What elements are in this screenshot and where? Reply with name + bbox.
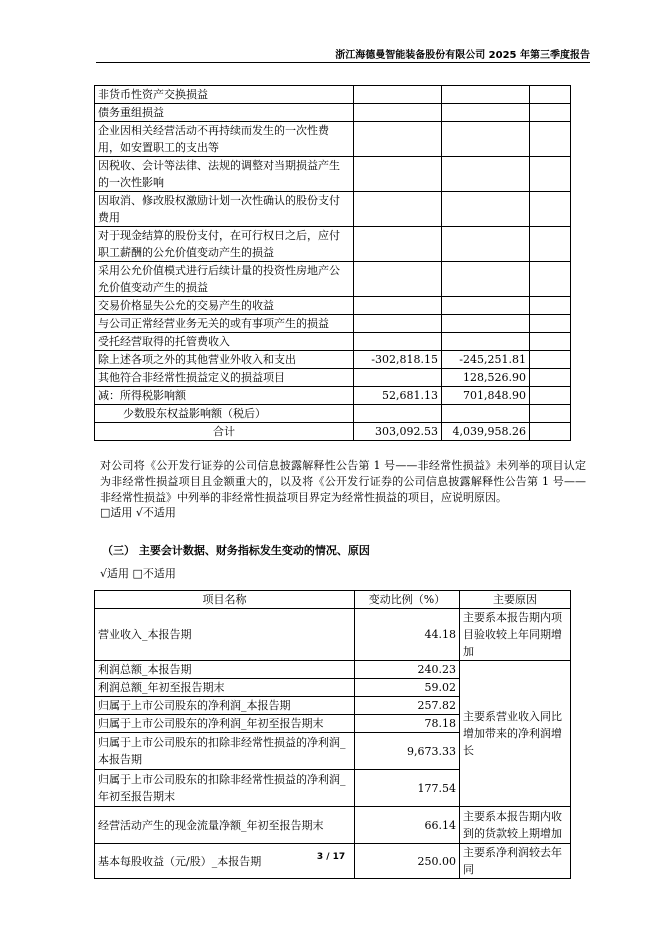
row-value-current-period: [354, 192, 442, 227]
row-value-year-to-date: [442, 315, 530, 333]
change-analysis-table: [94, 590, 571, 879]
page-number: 3 / 17: [316, 852, 346, 862]
row-note: [530, 315, 571, 333]
table-row-ratio: 177.54: [355, 770, 460, 807]
table-row: [95, 297, 571, 315]
row-label: 对于现金结算的股份支付，在可行权日之后，应付职工薪酬的公允价值变动产生的损益: [95, 227, 354, 262]
table-row: [95, 157, 571, 192]
row-value-year-to-date: -245,251.81: [442, 351, 530, 369]
table-row-ratio: 250.00: [355, 844, 460, 879]
header-item-name: 项目名称: [95, 591, 355, 609]
row-note: [530, 387, 571, 405]
row-note: [530, 297, 571, 315]
row-label: 少数股东权益影响额（税后）: [95, 405, 354, 423]
row-value-year-to-date: [442, 405, 530, 423]
table-row: [95, 369, 571, 387]
row-label: 交易价格显失公允的交易产生的收益: [95, 297, 354, 315]
table-row-ratio: 66.14: [355, 807, 460, 844]
page-header: 浙江海德曼智能装备股份有限公司 2025 年第三季度报告: [335, 50, 590, 61]
table-row: [95, 351, 571, 369]
table-row-item: 利润总额_年初至报告期末: [95, 679, 355, 697]
table-row: [95, 333, 571, 351]
row-note: [530, 104, 571, 122]
row-value-year-to-date: 701,848.90: [442, 387, 530, 405]
total-note: [530, 423, 571, 441]
table-row-ratio: 240.23: [355, 661, 460, 679]
row-label: 企业因相关经营活动不再持续而发生的一次性费用，如安置职工的支出等: [95, 122, 354, 157]
total-current-period: 303,092.53: [354, 423, 442, 441]
row-value-year-to-date: [442, 157, 530, 192]
reason-cell: 主要系营业收入同比增加带来的净利润增长: [460, 661, 571, 807]
row-value-current-period: [354, 333, 442, 351]
row-value-current-period: [354, 86, 442, 104]
row-value-current-period: [354, 227, 442, 262]
row-value-current-period: [354, 262, 442, 297]
row-label: 减：所得税影响额: [95, 387, 354, 405]
row-value-current-period: [354, 405, 442, 423]
row-label: 债务重组损益: [95, 104, 354, 122]
row-label: 受托经营取得的托管费收入: [95, 333, 354, 351]
row-label: 因税收、会计等法律、法规的调整对当期损益产生的一次性影响: [95, 157, 354, 192]
reason-cell: 主要系本报告期内项目验收较上年同期增加: [460, 609, 571, 661]
explanation-paragraph: 对公司将《公开发行证券的公司信息披露解释性公告第 1 号——非经常性损益》未列举的项目认定为非经常性损益项目且金额重大的，以及将《公开发行证券的公司信息披露解释性公告第 1 号——非经常性损益》中列举的非经常性损益项目界定为经常性损益的项目，应说明原因。: [100, 459, 586, 504]
row-label: 与公司正常经营业务无关的或有事项产生的损益: [95, 315, 354, 333]
applicability-option-1: □适用 √不适用: [100, 506, 176, 519]
applicability-option-2: √适用 □不适用: [100, 567, 176, 580]
row-value-current-period: [354, 315, 442, 333]
row-value-year-to-date: [442, 227, 530, 262]
row-value-current-period: [354, 157, 442, 192]
row-note: [530, 227, 571, 262]
row-note: [530, 157, 571, 192]
table-row-ratio: 59.02: [355, 679, 460, 697]
row-value-current-period: [354, 369, 442, 387]
table-row: [95, 122, 571, 157]
row-label: 因取消、修改股权激励计划一次性确认的股份支付费用: [95, 192, 354, 227]
section-heading: （三） 主要会计数据、财务指标发生变动的情况、原因: [102, 544, 370, 557]
row-note: [530, 405, 571, 423]
row-value-year-to-date: [442, 262, 530, 297]
row-value-year-to-date: 128,526.90: [442, 369, 530, 387]
table-row-item: 归属于上市公司股东的扣除非经常性损益的净利润_年初至报告期末: [95, 770, 355, 807]
table-row-item: 营业收入_本报告期: [95, 609, 355, 661]
total-label: 合计: [95, 423, 354, 441]
row-value-current-period: [354, 297, 442, 315]
row-value-year-to-date: [442, 104, 530, 122]
row-value-year-to-date: [442, 122, 530, 157]
row-note: [530, 86, 571, 104]
table-row-item: 归属于上市公司股东的净利润_本报告期: [95, 697, 355, 715]
header-change-ratio: 变动比例（%）: [355, 591, 460, 609]
table-row: [95, 192, 571, 227]
row-value-year-to-date: [442, 333, 530, 351]
table-row: [95, 387, 571, 405]
non-recurring-gains-table: [94, 85, 571, 441]
row-note: [530, 262, 571, 297]
table-row-item: 归属于上市公司股东的净利润_年初至报告期末: [95, 715, 355, 733]
row-label: 采用公允价值模式进行后续计量的投资性房地产公允价值变动产生的损益: [95, 262, 354, 297]
reason-cell: 主要系净利润较去年同: [460, 844, 571, 879]
row-note: [530, 351, 571, 369]
row-label: 其他符合非经常性损益定义的损益项目: [95, 369, 354, 387]
table-row: [95, 405, 571, 423]
table-row-item: 利润总额_本报告期: [95, 661, 355, 679]
row-value-year-to-date: [442, 86, 530, 104]
row-note: [530, 192, 571, 227]
row-note: [530, 333, 571, 351]
table-row: [95, 315, 571, 333]
row-value-year-to-date: [442, 297, 530, 315]
row-label: 除上述各项之外的其他营业外收入和支出: [95, 351, 354, 369]
total-year-to-date: 4,039,958.26: [442, 423, 530, 441]
row-value-year-to-date: [442, 192, 530, 227]
table-row-item: 经营活动产生的现金流量净额_年初至报告期末: [95, 807, 355, 844]
reason-cell: 主要系本报告期内收到的货款较上期增加: [460, 807, 571, 844]
table-row-ratio: 9,673.33: [355, 733, 460, 770]
row-label: 非货币性资产交换损益: [95, 86, 354, 104]
table-row: [95, 86, 571, 104]
table-row-item: 归属于上市公司股东的扣除非经常性损益的净利润_本报告期: [95, 733, 355, 770]
table-row: [95, 104, 571, 122]
table-row-ratio: 78.18: [355, 715, 460, 733]
row-value-current-period: 52,681.13: [354, 387, 442, 405]
header-main-reason: 主要原因: [460, 591, 571, 609]
row-value-current-period: [354, 104, 442, 122]
table-row-item: 基本每股收益（元/股）_本报告期: [95, 844, 355, 879]
table-row-ratio: 44.18: [355, 609, 460, 661]
table-row-ratio: 257.82: [355, 697, 460, 715]
header-divider: [96, 62, 590, 63]
table-row: [95, 262, 571, 297]
row-value-current-period: -302,818.15: [354, 351, 442, 369]
row-note: [530, 369, 571, 387]
table-row-total: [95, 423, 571, 441]
table-row: [95, 227, 571, 262]
row-value-current-period: [354, 122, 442, 157]
row-note: [530, 122, 571, 157]
